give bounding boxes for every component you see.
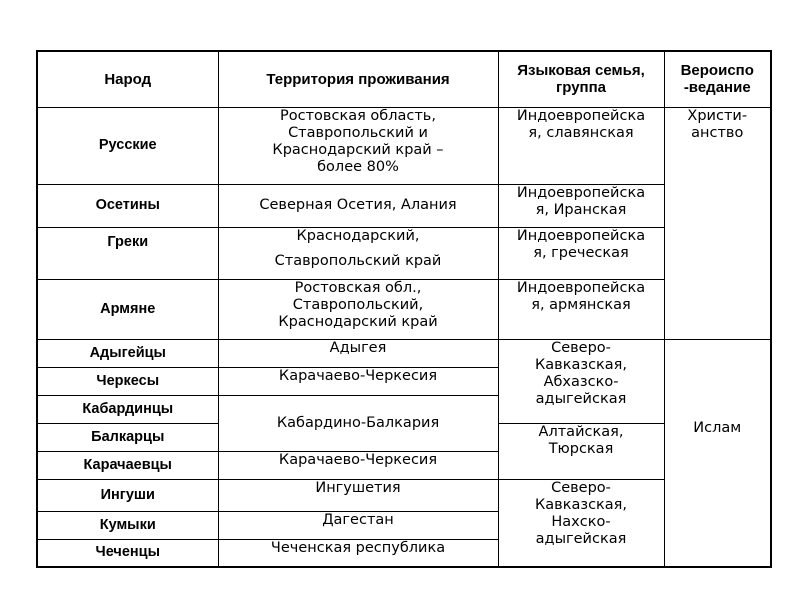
language-cell: Индоевропейска я, славянская bbox=[498, 107, 664, 184]
table-row bbox=[37, 184, 771, 227]
territory-cell: Дагестан bbox=[218, 511, 498, 539]
ethnic-groups-table bbox=[36, 50, 772, 568]
people-cell: Черкесы bbox=[37, 367, 218, 395]
people-cell: Адыгейцы bbox=[37, 339, 218, 367]
table-row bbox=[37, 479, 771, 511]
header-people: Народ bbox=[37, 51, 218, 107]
people-cell: Осетины bbox=[37, 184, 218, 227]
territory-cell: Адыгея bbox=[218, 339, 498, 367]
header-religion bbox=[664, 51, 771, 107]
language-cell: Индоевропейска я, греческая bbox=[498, 227, 664, 279]
territory-cell: Чеченская республика bbox=[218, 539, 498, 567]
language-cell-abkhaz-adyghe: Северо- Кавказская, Абхазско- адыгейская bbox=[498, 339, 664, 423]
territory-cell: Ингушетия bbox=[218, 479, 498, 511]
header-religion-line2: -ведание bbox=[683, 79, 751, 97]
language-cell: Индоевропейска я, Иранская bbox=[498, 184, 664, 227]
people-cell: Армяне bbox=[37, 279, 218, 339]
header-language bbox=[498, 51, 664, 107]
people-cell: Карачаевцы bbox=[37, 451, 218, 479]
table-row bbox=[37, 227, 771, 279]
people-cell: Балкарцы bbox=[37, 423, 218, 451]
people-cell: Ингуши bbox=[37, 479, 218, 511]
table-row bbox=[37, 279, 771, 339]
language-cell: Индоевропейска я, армянская bbox=[498, 279, 664, 339]
header-row bbox=[37, 51, 771, 107]
religion-cell-christianity: Христи- анство bbox=[664, 107, 771, 339]
header-territory: Территория проживания bbox=[218, 51, 498, 107]
header-language-line1: Языковая семья, bbox=[517, 62, 645, 80]
territory-cell: Карачаево-Черкесия bbox=[218, 451, 498, 479]
header-religion-line1: Вероиспо bbox=[680, 62, 754, 80]
territory-cell: Ростовская обл., Ставропольский, Краснодарский край bbox=[218, 279, 498, 339]
people-cell: Русские bbox=[37, 107, 218, 184]
territory-cell: Кабардино-Балкария bbox=[218, 395, 498, 451]
people-cell: Кабардинцы bbox=[37, 395, 218, 423]
people-cell: Греки bbox=[37, 227, 218, 279]
religion-cell-islam: Ислам bbox=[664, 339, 771, 567]
table-row bbox=[37, 339, 771, 367]
people-cell: Кумыки bbox=[37, 511, 218, 539]
people-cell: Чеченцы bbox=[37, 539, 218, 567]
territory-cell: Ростовская область, Ставропольский и Краснодарский край – более 80% bbox=[218, 107, 498, 184]
language-cell-nakh: Северо- Кавказская, Нахско- адыгейская bbox=[498, 479, 664, 567]
language-cell-altaic-turkic: Алтайская, Тюрская bbox=[498, 423, 664, 479]
territory-cell: Северная Осетия, Алания bbox=[218, 184, 498, 227]
header-language-line2: группа bbox=[555, 79, 607, 97]
table-row bbox=[37, 107, 771, 184]
territory-cell: Карачаево-Черкесия bbox=[218, 367, 498, 395]
territory-cell: Краснодарский, Ставропольский край bbox=[218, 227, 498, 279]
